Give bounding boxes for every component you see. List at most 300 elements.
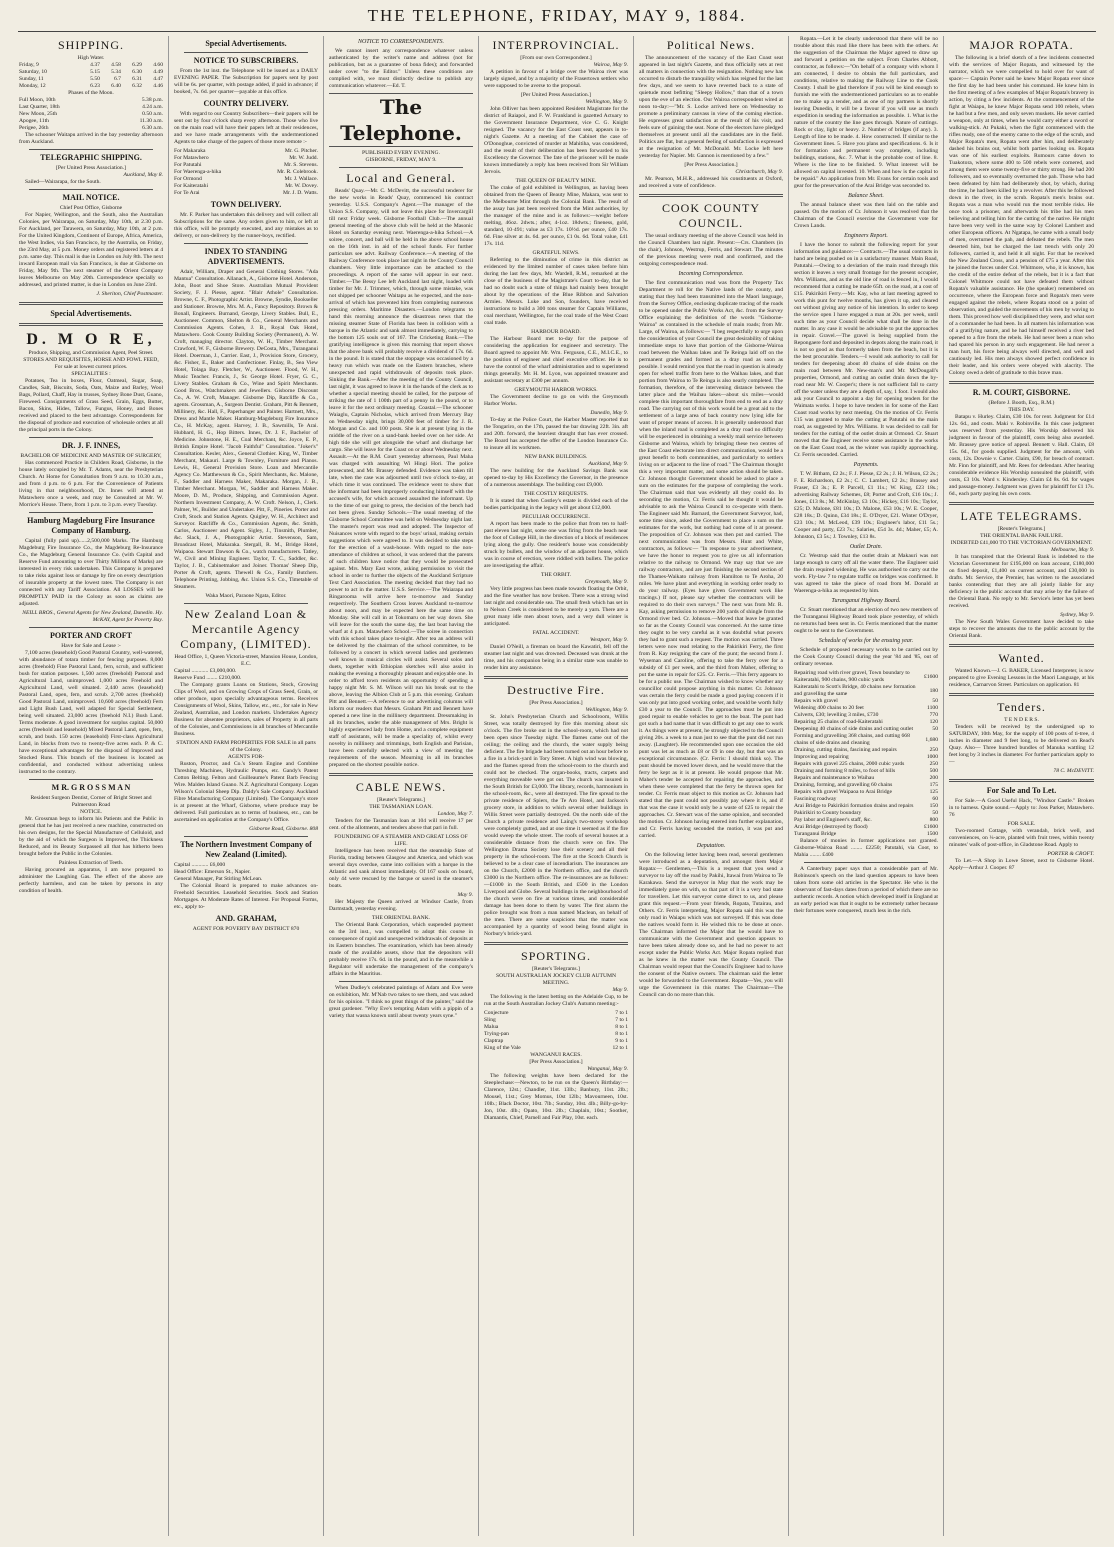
costly-heading: THE COSTLY REQUESTS. [523,491,589,497]
table-cell: 4.60 [153,62,163,68]
table-cell: King of the Vale [484,1045,521,1051]
painless-body: Having procured an apparatus, I am now prepared to administer the Laughing Gas. The effect of the above are perfectly harmless, and can be taken by persons in any condition of health. [19,867,163,894]
table-row [794,726,938,733]
moon-phases-table [19,97,163,132]
table-cell: Friday, 9 [19,62,39,68]
orbit-place: Greymouth, May 9. [584,579,628,585]
balance-heading: Balance Sheet. [848,193,884,199]
country-delivery-heading: COUNTRY DELIVERY. [203,99,289,108]
political-heading: Political News. [666,38,756,52]
deputation-body: On the following letter having been read, several gentlemen were introduced as a deputation, and amongst them Major Ropata:— Gentlemen,—This is a request that you send a surveyor to lay off the road by Pakihi, Itawai from Wairoa to Te Karakawa. Send the surveyor in May that the work may be immediately gone on with, so that part of it is a very bad state for travellers. Let this surveyor come direct to us, and please grant this request.—From your friends, Ropata, Tutairau, and Others. Cr. Ferris interpreting, Major Ropata said this was the only road in Waiapu which was not surveyed. If this was done the natives would form it. He wished this to be done at once. The Chairman informed the Major that he would have to communicate with the Government and question appears to have been taken already done so, and he had no power to act except under the Public Works Act. Major Ropata replied that as he knew in the matter was the County Council. The Chairman would repeat that the Council's Engineer had to have the consent of the Native owners. The chairman said the letter would be forwarded to the Government. Ropata—Yes, you will urge the Government in this matter. The Chairman—The Council can do no more than this. [639,852,783,998]
oriental-body: The Oriental Bank Corporation, which suspended payment on the 3rd inst., was compelled to adopt this course in consequence of rapid and unexpected withdrawals of deposits at its Eastern branches. The examination, which has been already made of the available assets, show that the depositors will probably receive 17s. 6d. in the pound, and in the meanwhile a Regulator will undertake the management of the company's affairs in the Mauritius. [329,922,473,977]
table-cell: 6.23 [90,83,100,89]
rm-court-body: Batapu v. Hurley. Claim, £30 10s. for rent. Judgment for £14 12s. 6d., and costs. Maki v. Robinville. In this case judgment was reserved from yesterday. His Worship delivered his judgment in favour of the plaintiff, costs being also awarded. Mr. Brassey gave notice of appeal. Bennett v. Hall. Claim, £8 15s. 6d., for goods supplied. Judgment for the amount, with costs, 12s. Downie v. Carter. Claim, £90, for breach of contract. Mr. Finn for plaintiff, and Mr. Rees for defendant. After hearing considerable evidence His Worship nonsuited the plaintiff, with costs, £3 10s. Ward v. Kindersley. Claim £4 8s. 6d. for wages and passage-money. Judgment was given for plaintiff for £1 17s. 6d., each party paying his own costs. [949,414,1094,497]
table-row [794,705,938,712]
table-row [19,83,163,90]
table-cell: Turanganui Bridge [794,831,837,837]
sale-body-3: To Let.—A Shop in Lowe Street, next to Gisborne Hotel. Apply—Arthur J. Cooper. 87 [949,858,1094,871]
table-row [794,817,938,824]
wanganui-place: Wanganui, May 9. [587,1066,628,1072]
northern-capital: Capital ............ £6,000 [174,862,226,868]
special-ads-heading-2: Special Advertisements. [205,39,287,48]
table-cell: Repairing 25 chains of road-Kaiteratahi [794,719,883,725]
table-row [174,148,318,155]
table-cell: 60 [932,796,938,802]
northern-head-office: Head Office: Emerson St., Napier. [174,869,251,875]
table-cell: Widening 400 chains to 20 feet [794,705,864,711]
mail-body: For Napier, Wellington, and the South, also the Australian Colonies, per Wairarapa, on Saturday, May 10th, at 2.30 p.m. For Auckland, per Tarawera, on Saturday, May 10th, at 2 p.m. For the United Kingdom, Continent of Europe, Africa, America, the West Indies, via San Francisco, by the Australia, on Friday, the 23rd May, at 5 p.m. Money orders and registered letters at 4 p.m. same day. This mail is due in London on July 8th. The next inward European mail via San Francisco, is due at Gisborne on Friday, May 9th. The next steamer of the Orient Company leaves Melbourne on May 20th. Correspondence specially so addressed, and printed matter, is due in London on June 23rd. [19,212,163,288]
table-row [794,761,938,768]
majesty-body: Her Majesty the Queen arrived at Windsor Castle, from Darmstadt, yesterday evening. [329,899,473,912]
specialities-heading: SPECIALITIES : [71,371,111,377]
table-cell: Mr. W. Dovey. [285,183,318,189]
dunedin-body: To-day at the Police Court, the Harbor Master reported that the Tongariro, on the 17th, passed the bar drawing 22ft. 3in. aft and 20ft. forward, the heaviest draught that has ever crossed. The Board has accepted the offer of the London Insurance Co. to insure all its workmen. [484,417,628,451]
political-body: The announcement of the vacancy of the East Coast seat appeared in last night's Gazette, and thus officially sets at rest all matters in connection with the resignation. Nothing new has occurred to disturb the tranquility which has reigned for the last few days, and we seem to have reverted back to a state of quietude most befitting "Sleepy Hollow," than that of a town upon the eve of an election. Our Wairoa correspondent wired at noon to-day:—"Mr. S. Locke arrived here on Wednesday to promote a preliminary canvass in view of the coming election. He expresses great satisfaction at the result of his visit, and feels sure of gaining the seat. None of the electors have pledged themselves at present until all the candidates are in the field. Politics are flat, but a general feeling of satisfaction is expressed at the resignation of Mr. McDonald. Mr. Locke left here yesterday for Napier. Mr. Gannon is mentioned by a few." [639,55,783,159]
table-cell: For Ormond [174,176,202,182]
late-indebted: INDEBTED £41,000 TO THE VICTORIAN GOVERNMENT. [950,540,1093,546]
table-cell: For Matawhero [174,155,209,161]
table-cell: Draining, cutting drains, fascining and repairs [794,747,897,753]
tenders-heading: Tenders. [997,700,1046,714]
table-cell: 200 [929,775,938,781]
cook-county-body: The usual ordinary meeting of the above Council was held in the Council Chambers last night. Present:—Crs. Chambers (in the chair), Johnson, Westrup, Ferris, and Stewart. The minutes of the previous meeting were read and confirmed, and the outgoing correspondence read. [639,233,783,267]
newspaper-columns [14,36,1102,1536]
incoming-heading: Incoming Correspondence. [678,271,744,277]
table-cell: Full Moon, 10th [19,97,56,103]
late-oriental: THE ORIENTAL BANK FAILURE. [980,533,1063,539]
high-water-label: High Water. [77,55,105,61]
turanganui-body: Cr. Stuart mentioned that an election of two new members of the Turanganui Highway Board took place yesterday, of which no returns had been sent in. Cr. Ferris mentioned that the matter ought to be sent to the Government. [794,607,938,634]
incoming-body: The first communication read was from the Property Tax Department re roll for the Native lands of the county, and stating that they had been transmitted into the Maori language, from the Survey Office, enclosing duplicate tracing of the roads to be opened under the Public Works Act, &c. from the Survey Office explaining the definition of the words "Gisborne-Wairoa" as contained in the schedule of main roads; from Mr. Large, of Wairoa, as follows:— "I beg respectfully to urge upon the consideration of your Council the great desirability of taking immediate steps to have that portion of the Gisborne-Wairoa road between the Waihau lakes and Te Reinga laid off on the permanent grades and formed as a dray road as soon as possible. I would remind you that the road in question is already open for wheel traffic from here to the Waihau lakes, and that portion from Wairoa to Te Reinga is also nearly completed. The formation, therefore, of the intervening distance between the latter place and the Waihau lakes—about six miles—would complete this important thoroughfare from end to end as a dray road. The carrying out of this work would be a great aid to the settlement of a large area of back country now lying idle for want of proper means of access. It is generally understood that when the inland road is completed as a dray road no difficulty will be experienced in obtaining a weekly mail service between Gisborne and Wairoa, which by bringing these two centres of the East Coast electorate into direct communication, would be a great benefit to both communities, and particularly to settlers living on or adjacent to the line of road." The Chairman thought this a very important matter, and some action should be taken. Cr. Johnson thought Government should be asked to place a sum on the estimates for the purpose of completing the work. The Chairman said that was evidently all they could do. In seconding the motion, Cr. Ferris said he thought it would be advisable to ask the Wairoa Council to co-operate with them. The Engineer said Mr. Barnard, the Government Surveyor, had, some time since, asked the Government to place a sum on the estimates for the work, but nothing had come of it at present. The proposition of Cr. Johnson was then put and carried. The next communication was from Messrs. Hunt and White, contractors, as follows:— "In response to your advertisement, we have the honor to request you to give us all information relative to the railway to Ormond. We may say that we are railway contractors, and are just finishing the second section of the Thames-Waikato railway from Hamilton to Te Aroha, 20 miles. We have plant and everything in working order ready to do your railway. (Eyes have given Government work like tracings.) If not, please say whether the contractors will be required to do their own surveys." The next was from Mr. R. Kay, asking permission to remove 200 yards of shingle from the Ormond river bed. Cr. Johnson.—Moved that leave be granted so far as the County Council was concerned. At the same time they ought to be very careful as it was doubtful what powers they had to grant such a request. The motion was carried. Three letters were now read relating to the Pakirikiri Ferry, the first from R. Kay resigning the care of the punt; the second from J. Wyseman and Caroline, offering to take the ferry over for a subsidy of £1 per week, and the third from Maher, offering to put the same in repair for £25. Cr. Ferris.—This ferry appears to be for a public use. The Chairman wished to know whether any councillor could propose anything in this matter. Cr. Johnson was certain the ferry could be made a good paying concern if it was only put into good working order, and would be worth fully £30 a year to the Council. The approaches must be put into good repair to enable vehicles to get to the boat. The punt had got such a bad name that it was difficult to get any one to work it. As things were at present, he strongly objected to the Council giving 20s. a week to a man just to see that the punt did not run away. (Laughter). He recommended upon one occasion the old punt was let as much as £8 or £9 in one day, but that was an exceptional circumstance. (Cr. Ferris: I should think so). The punt should be moved lower down, and he would move that the ferry be kept as it is at present. He would propose that Mr. Maher's tender be accepted for repairing the approaches, and when these were completed that the ferry be thrown open for tender. Cr. Ferris must object to this motion as Cr. Johnson had stated that the punt could not possibly pay where it is, and if that was the case it would only be a waste of £25 to repair the approaches. Cr. Stewart was of the same opinion, and seconded the motion. Cr. Johnson having entered into further explanation, and Cr. Ferris having seconded the motion, it was put and carried. [639,280,784,839]
agents-for-body: Ruston, Proctor, and Co.'s Steam Engine and Combine Threshing Machines, Hydraulic Pumps, etc. Gandy's Patent Cotton Belting. Felton and Guilleaume's Patent Barb Fencing Wire. Malden Island Guano. N.Z. Agricultural Company. Logan Wilson's Colonial Sheep Dip. Daldy's Sale Company. Auckland Fibre Manufacturing Company (Limited). The Company's store is at present at the Wharf, Gisborne, where produce may be delivered. Full particulars as to terms of business, etc., can be ascertained on application at the Company's Office. [174,761,318,823]
innes-sub: BACHELOR OF MEDICINE AND MASTER OF SURGERY, [20,453,162,459]
interprovincial-own: [From our own Correspondent.] [520,55,592,61]
table-cell: 4.49 [153,69,163,75]
table-row [174,169,318,176]
table-cell: Mr. R. Colebrook. [277,169,318,175]
phases-heading: Phases of the Moon. [68,90,114,96]
special-ads-heading: Special Advertisements. [50,309,132,318]
column-7 [944,36,1099,1536]
local-general-body: Reads' Quay.—Mr. C. McDevitt, the successful tenderer for the new works in Reads' Quay, commenced his contract yesterday. U.S.S. Company's Agent.—The manager of the Union S.S. Company, will not leave this place for Invercargill till next Friday week. Gisborne Football Club.—The annual general meeting of the above club will be held at the Masonic Hotel on Saturday evening next. Waerenga-a-hika School.—A soiree, concert, and ball will be held in the above school house on the 16th inst. in aid of the school funds. For further particulars see advt. Railway Conference.—A meeting of the Railway Conference took place last night in the County Council chambers. Very little importance can be attached to the proceedings. A report of the same will appear in our next. Timber.—The Bessy Lee left Auckland last night, loaded with timber for Mr. J. Trimmer, which, through some mistake, was not shipped per schooner Waitapu as he expected, and the non-arrival of which has prevented him from completing numerous pressing orders. Maritime Disasters.—London telegrams to hand this morning announce the disastrous news that the missing steamer State of Florida has been in collision with a barque in the Atlantic and sank almost immediately, carrying to the bottom 125 souls out of 167. The Cricketing Bank.—The gratifying intelligence is given this morning that report shows that the above bank will probably receive a dividend of 17s. 6d. in the pound. It is stated that the stoppage was occasioned by a heavy run which was made on the Eastern branches, where unexpected and rapid withdrawals of deposits took place. Sinking the Bank.—After the meeting of the County Council, last night, it was agreed to leave it in the hands of the clerk as to whether a special meeting should be called, for the purpose of striking the rate of 1 100th part of a penny in the pound, or to leave it for the next ordinary meeting. Coastal.—The schooner Waiaglu, Captain Nicholas, which arrived from Mercury Bay on Wednesday night, brings 30,000 feet of timber for J. R. Morgan and Co. and 100 posts. She is at present lying in the middle of the river on a sand-bank heeled over on her side. At high tide she will get alongside the wharf and discharge her cargo. She will leave for the Coast on or about Wednesday next. Assault.—At the R.M. Court yesterday afternoon, Paul Maha was charged with assaulting Wi Hingi Hori. The police prosecuted, and Mr. Brassey defended. Evidence was taken till late, when the case was adjourned until two o'clock to-day, at which time it was continued. The evidence went to show that the informant had been improperly conducting himself with the accused's wife, for which accused assaulted the informant. Up to the time of our going to press, the decision of the bench had not been given. Sunday Schools.—The usual meeting of the Gisborne School Committee was held on Wednesday night last. The master's report was read and adopted. The Inspector of Nuisances wrote with regard to the boys' urinal, making certain suggestions which were agreed to. It was decided to take steps for the erection of a wash-house. With regard to the non-attendance of children at school, it was ordered that the parents of such children have notice that they would be prosecuted against. Mrs. Mary East wrote, asking permission to visit the school in order to further the objects of the Auckland Scripture Text Card Association. The meeting decided that they had no power to act in the matter. U.S.S. Service.—The Waiarapa and Ringarooma will arrive here to-morrow and Sunday respectively. The Southern Cross leaves Auckland to-morrow about noon, and may be expected here the same time on Monday. She will call in at Tokomaru on her way down. She will leave for the south the same day, the last boat having the wharf at 4 p.m. Matawhero School.—The soiree in connection with this school takes place to-night. After tea an address will be delivered by the chairman of the school committee, to be followed by a concert in which several ladies and gentlemen well known in musical circles will assist. Several solos and duets, together with Ethiopian sketches will also assist in making the evening a thoroughly pleasant and enjoyable one. In order to afford town residents an opportunity of spending a happy night Mr. S. M. Wilson will run his break out to the above, leaving the Albion Club at 5 p.m. this evening. Graham Pitt and Bennett.—A reference to our advertising columns will inform our readers that Messrs. Graham Pitt and Bennett have opened a new line in the millinery department. Dressmaking in all its branches, under the able management of Mrs. Bright is highly experienced lady from Home, and a complete equipment staff of assistants, will be made a speciality of, whilst every novelty in millinery and trimmings, both English and Parisian, have been carefully selected with a view of meeting the requirements of the season. Mourning in all its branches prepared on the shortest possible notice. [329,188,473,768]
late-place: Melbourne, May 9. [1051,547,1094,553]
mail-sub: Chief Post Office, Gisborne [59,205,123,211]
northern-heading: The Northern Investment Company of New Zealand (Limited). [180,840,312,859]
table-cell: Conjecture [484,1010,509,1016]
table-row [19,104,163,111]
table-cell: Mr. S. Stevens. [283,162,318,168]
dmore-sale: For sale at lowest current prices. [54,364,128,370]
for-sale-heading: For Sale and To Let. [986,786,1057,795]
table-cell: 6.30 [132,69,142,75]
for-sale-sub: FOR SALE. [1007,821,1036,827]
sa-place: May 9. [612,987,628,993]
schedule-body: Schedule of proposed necessary works to be carried out by the Cook County Council during the year '84 and '85, out of ordinary revenue. [794,647,938,667]
table-cell: 180 [929,687,938,694]
orbit-body: Very little progress has been made towards floating the Orbit, and the fine weather has now broken. There was a strong wind last night and considerable sea. The small fresh which has set in to Nelson Creek is considered to be merely a yarn. There are a great many idle men about town, and a very dull winter is anticipated. [484,586,628,627]
masthead-rule [18,31,1096,32]
wairoa-body: A petition in favour of a bridge over the Wairoa river was largely signed, and by a majority of the Frasertown settlers who were supposed to be averse to the proposal. [484,69,628,89]
table-row [174,155,318,162]
dmore-stores: STORES AND REQUISITES, HORSE AND FOWL FEED, [23,357,159,363]
nzloan-capital: Capital ............ £3,000,000. [174,668,237,674]
table-row [174,183,318,190]
dunedin-place: Dunedin, May 9. [590,410,628,416]
hamburg-heading: Hamburg Magdeburg Fire Insurance Company of Hamburg. [27,516,155,535]
table-cell: 4.46 [153,83,163,89]
table-cell: Last Quarter, 18th [19,104,60,110]
station-heading: STATION AND FARM PROPERTIES FOR SALE in all parts of the Colony. [176,740,316,753]
grossman-heading: M R. G R O S S M A N [51,783,131,792]
greymouth-heading: GREYMOUTH HARBOR WORKS. [514,387,598,393]
outlet-body: Cr. Westrup said that the outlet drain at Makauri was not large enough to carry off all the water there. The Engineer said the drain required widening. He was authorised to carry out the work. Fly-law 7 to regulate traffic on bridges was confirmed. It was agreed to take the piece of road from M. Donald at Waerenga-a-hika as requested by him. [794,553,938,594]
turanganui-heading: Turanganui Highway Board. [831,598,901,604]
local-general-heading: Local and General. [346,171,456,185]
table-cell: 5.34 [111,69,121,75]
table-row [174,162,318,169]
tasmanian-body: Tenders for the Tasmanian loan at 104 will receive 17 per cent. of the allotments, and tenders above that pari in full. [329,818,473,831]
index-body: Adair, William, Draper and General Clothing Stores. "Ada Mantua" Consultation. Allanach, A., Gisborne Hotel. Anderson, John, Boot and Shoe Store. Australian Mutual Provident Society, F. J. Piesse, agent. "Blair Athole" Consultation. Browne, C. F., Photographic Artist. Browne, Syndie, Bookseller and Stationer. Browne, Mrs. M. A., Fancy Repository. Brown & Bonall, Engineers. Burnand, George, Livery Stables. Bull, E., Auctioneer. Common, Shelton & Co., General Merchants and Commission Agents. Cohen, J. B., Royal Oak Hotel, Matawhero. Cook County Building Society (Permanent), A. W. Croft, managing director. Clayton, W. H., Timber Merchant. Crawford, W. F., Gisborne Brewery. DeCosta, Mrs., Turanganui Hotel. Doerman, J., Carrier. East, J., Provision Store, Grocery, &c. Fisher, E., Baker and Confectioner. Finlay, B., Sea View Hotel, Tolaga Bay. Fletcher, W., Auctioneer. Flood, W. H., Music Teacher. Francis, J., Sr. George Hotel. Fryer, G. C., Livery Stables. Graham & Co., Wine and Spirit Merchants. Good Bros., Watchmakers and Jewellers. Gisborne Discount Co., A. W. Croft, Manager. Gisborne Dip, Ratcliffe & Co., agents. Grossman, A., Surgeon Dentist. Graham, Pitt & Bennett, Millinery, &c. Hall, F., Paperhanger and Painter. Hartnett, Mrs., Dress and Mantle Maker. Hamburg-Magdeburg Fire Insurance Co., H. McKay, agent. Harvey, J. B., Sawmills, Te Arai. Hubbard, H. G., Hop Bitters. Innes, Dr. J. F., Bachelor of Medicine. Johnstone, H. E., Coal Merchant, &c. Joyce, E. P., British Empire Hotel. "Jacob Faithful" Consultation. "Joker's" Consultation. Kesler, Alex., General Clothier. King, W., Timber Merchant, Makauri. Large & Townley, Furniture and Pianos. Lewis, H., General Provision Store. Loan and Mercantile Agency Co. Matthewson & Co., Spirit Merchants, &c. Malone, F., Saddler and Harness Maker, Makaraka. Morgan, J. B., Timber Merchant. Morgan, W., Saddler and Harness Maker. Moore, D. M., Produce, Shipping, and Commission Agent. Northern Investment Company, A. W. Croft. Nelson, J., Clerk. Palmer, W., Builder and Undertaker. Pitt, F., Pineries. Porter and Croft, Stock and Station Agents. Quigley, W. H., Architect and Surveyor. Ratcliffe & Co., Commission Agents, &c. Smith, Carlos, Auctioneer and Agent. Sigley, J., Tinsmith, Plumber, &c. Slack, J. A., Photographic Artist. Stevenson, Sam, Broadcast Hotel, Makaraka. Stergall, R. M., Bridge Hotel, Waipaoa. Stewart Dawson & Co., watch manufacturers. Tatley, W., Civil and Mining Engineer. Taylor, T. C., Saddler, &c. Taylor, J. B., Cabinetmaker and Joiner. Thomas' Sheep Dip, Porter & Croft, agents. Thewell & Co., Family Butchers. Telephone Printing, Jobbing, &c. Union S.S. Co., Timetable of Steamers. [174,269,318,590]
fatal-heading: FATAL ACCIDENT. [532,630,580,636]
table-cell: 120 [929,719,938,725]
column-6 [789,36,944,1536]
notice-subscribers-heading: NOTICE TO SUBSCRIBERS. [193,56,299,65]
table-cell: Draining and forming 8 miles, to foot of hills [794,768,896,774]
table-row [19,125,163,132]
tenders-signature: 78 C. McDEVITT. [1053,768,1094,774]
table-row [174,176,318,183]
correspondents-heading: NOTICE TO CORRESPONDENTS. [357,39,445,45]
table-cell: 4.37 [90,62,100,68]
destructive-place: Wellington, May 9. [585,707,628,713]
table-row [794,824,938,831]
wanganui-heading: WANGANUI RACES. [530,1052,582,1058]
sale-body-1: For Sale.—A Good Useful Hack, "Windsor Castle." Broken in to harness. Quite sound.—Apply to: Joss Parker, Matawhero. 76 [949,798,1094,818]
wanted-body: Wanted Known.—J. G. BAKER, Licensed Interpreter, is now prepared to give Evening Lessons in the Maori Language, at his residence, Carnarvon Street. Particulars on application. 81 [949,668,1094,688]
telegraphic-heading: TELEGRAPHIC SHIPPING. [40,153,142,162]
sale-body-2: Two-roomed Cottage, with verandah, brick well, and conveniences, on ¼-acre, planted with fruit trees, within twenty minutes' walk of post-office, in Gladstone Road. Apply to [949,828,1094,848]
table-row [19,62,163,69]
table-cell: Monday, 12 [19,83,46,89]
table-cell: 8 to 1 [615,1031,628,1037]
table-cell: Fascining roadway [794,796,837,802]
specialities-body: Potatoes, Tea in boxes, Flour, Oatmeal, Sugar, Soap, Candles, Salt, Biscuits, Soda, Oats, Maize and Barley, Wool Bags, Pollard, Chaff, Hay in trusses, Sydney Bone Dust, Guano, Fireweed. Consignments of Grass Seed, Grain, Eggs, Butter, Bacon, Skins, Hides, Tallow, Fungus, Honey, and Bones received and placed to the best advantage. Correspondents for the disposal of produce and execution of wholesale orders at all the principal ports in the Colony. [19,378,163,433]
table-row [794,782,938,789]
late-telegrams-heading: LATE TELEGRAMS. [960,509,1083,523]
waka-maori: Waka Maori, Paraone Ngata, Editor. [205,593,287,599]
table-cell: 5.15 [90,69,100,75]
table-row [794,796,938,803]
notice-subscribers-body: From the 1st inst. the Telephone will be issued as a DAILY EVENING PAPER. The Subscription for papers sent by post will be 6s. per quarter, with postage added, if paid in advance; if booked, 7s. 6d. per quarter—payable at this office. [174,68,318,95]
grateful-heading: GRATEFUL NEWS. [532,250,580,256]
may9-place: May 9. [457,892,473,898]
nzloan-head-office: Head Office, 1, Queen Victoria-street, Mansion House, London, E.C. [174,654,318,667]
hamburg-body: Capital (fully paid up)......2,500,000 Marks. The Hamburg Magdeburg Fire Insurance Co., the Magdeburg Re-Insurance Co., the Magdeburg General Insurance Co. (with Capital and Reserve Fund amounting to over Thirty Millions of Marks) are interested in every risk undertaken. This Company is prepared to take risks against loss or damage by fire on every description of insurable property at the lowest rates. The Company is not connected with any Tariff Association. All LOSSES will be PROMPTLY PAID in the Colony as soon as claims are adjusted. [19,538,163,607]
town-delivery-heading: TOWN DELIVERY. [210,200,282,209]
payments-heading: Payments. [853,462,879,468]
political-place: Christchurch, May 9. [735,169,783,175]
tasmanian-heading: THE TASMANIAN LOAN. [369,804,433,810]
table-cell: Culverts, £30; levelling 3 miles, £730 [794,712,879,718]
tenders-body: Tenders will be received by the undersigned up to SATURDAY, 10th May, for the supply of 100 posts of ti-tree, 4 inches in diameter and 9 feet long, to be delivered on Read's Quay. Also— Three hundred bundles of Manuka wattling 12 feet long by 3 inches in diameter. For further particulars apply to— [949,724,1094,765]
table-cell: Perigee, 26th [19,125,49,131]
council-continued-body: Ropata.—Let it be clearly understood that there will be no trouble about this road like there has been with the others. At the suggestion of the Chairman the Major agreed to draw up and forward a petition on the subject. From Charles Abbott, contractor, as follows:—"On behalf of a company with whom I am connected, I desire to obtain the full particulars, and conditions, relative to making the Railway Line to the Cook County. I shall be glad therefore if you will be kind enough to furnish me with the undermentioned particulars so as to enable me to make up a tender, and as one of my partners is shortly leaving Dunedin, it will be a favour if you will use as much expedition in sending the information as possible. 1. What is the nature of the country the line goes through. Nature of cuttings. Rock or clay, light or heavy. 2. Number of bridges (if any). 3. Length of line to be made. 4. How constructed. If similar to the Government lines. 5. Have you plans and specifications. 6. Is it for formation and permanent way complete, including buildings, stations, &c. 7. What is the probable cost of line. 8. Where is the line to be finished. 9. What interest will be allowed on capital invested. 10. When and how is the capital to be repaid." An application from Mr. Evans for certain tools and gear for the preservation of the Arai Bridge was seconded to. [794,36,938,189]
outlet-heading: Outlet Drain. [849,544,883,550]
table-cell: 6.31 [132,76,142,82]
table-cell: Saturday, 10 [19,69,47,75]
this-day: THIS DAY. [1008,407,1035,413]
destructive-fire-heading: Destructive Fire. [507,683,605,697]
column-2 [169,36,324,1536]
table-cell: Repairs with gravel [794,698,838,704]
telegraphic-place: Auckland, May 8. [123,172,163,178]
table-row [484,1031,628,1038]
political-assoc: [Per Press Association.] [684,162,738,168]
column-4 [479,36,634,1536]
engineer-heading: Engineers Report. [844,233,888,239]
and-graham: AND. GRAHAM, [215,914,277,923]
payments-body: T. W. Bitham, £2 2s.; F. J. Piesse, £2 2s.; J. H. Wilson, £2 2s.; F. E. Richardson, £2 2s.; C. C. Lambert, £2 2s.; Brassey and Fraser, £3 3s.; E. P. Parcell, £1 11s.; W. King, £23 18s.; advertising Railway Schemes, £8; Porter and Croft, £16 10s.; J. Jones, £13 8s.; M. McKinlay, £3 10s.; Hickey, £16 10s.; Taylor, £25; D. Malone, £81 10s.; D. Malone, £53 10s.; W. E. Cooper, £28 18s.; D. Quinn, £34 18s.; E. O'Dryer, £21. Winter O'Dryer, £23 10s.; M. McLeod, £39 10s.; Engineer's labor, £11 5s.; Cooper and party, £23 7s.; Salaries, £54 3s. 4d.; Maher, £5; A. Johnston, £3 5s.; J. Townley, £13 8s. [794,471,938,540]
painless-heading: Painless Extraction of Teeth. [58,860,124,866]
sporting-heading: SPORTING. [521,949,591,963]
table-row [794,747,938,754]
table-cell: Repairs and maintenance to Waihau [794,775,875,781]
late-assoc: [Reuter's Telegrams.] [997,526,1046,532]
table-cell: Pakirikiri to County boundary [794,810,862,816]
nzloan-body: The Company grants Loans on Stations, Stock, Growing Clips of Wool, and on Growing Crops of Grass Seed, Grain, or other produce, upon specially advantageous terms. Receives Consignments of Wool, Skins, Tallow, etc., etc., for sale in New Zealand, Australian, and London markets. Undertakes Agency Business for absentee proprietors, sales of Property in all parts of the Colonies, and Commissions in all branches of Mercantile Business. [174,682,318,737]
table-cell: 7 to 1 [615,1017,628,1023]
porter-croft-sub: Have for Sale and Lease :- [61,643,121,649]
table-row [794,810,938,817]
table-cell: Mr. J. Wallace. [284,176,318,182]
wairoa-place: Wairoa, May 9. [593,62,628,68]
newbank-heading: NEW BANK BUILDINGS. [524,454,588,460]
sporting-assoc: [Reuter's Telegrams.] [532,966,580,972]
porter-croft-body: 7,100 acres (leasehold) Good Pastoral Country, well-watered, with abundance of totara timber for fencing purposes. 8,000 acres (freehold) Fine Pastoral Land, fern, scrub, and sufficient bush for station purposes. 1,500 acres (freehold) Pastoral and Agricultural Land, unimproved. 1,000 acres Freehold and Agricultural Land, well situated. 2,440 acres (leasehold) Pastoral Land, open, fern, and scrub. 2,700 acres (freehold) Good Pastoral Land, unimproved. 10,600 acres (freehold) Fern and Light Bush Land, well adapted for Special Settlement, being well situated. 23,000 acres (freehold N.I.) Bush Land. Terms moderate. A good investment for surplus capital. 50,000 acres (freehold and leasehold) Mixed Pastoral Land, open, fern, scrub, and bush. 150 acres (leasehold) First-class Agricultural Land, in blocks from two to twenty-five acres each. P. & C. have exceptional advantages for the disposal of Improved and Stocked Runs. This branch of the business is located as confidential, and conducted without advertising unless instructed to the contrary. [19,650,163,775]
table-row [794,719,938,726]
sale-signature: PORTER & CROFT. [1047,851,1094,857]
orbit-heading: THE ORBIT. [540,572,572,578]
destructive-body: St. John's Presbyterian Church and Schoolroom, Willis Street, was totally destroyed by fire this morning about six o'clock. The fire broke out in the school-room, which had not been open since Tuesday night. The flames came out of the ceiling; the ceiling and the church, the water supply being deficient. The fire brigade had been turned out an hour before to a fire in a brick-yard in Tory Street. A high wind was blowing, and the flames spread from the school-room to the church and could not be checked. The organ-books, tracts, carpets and everything moveable were got out. The church was insured in the South British for £3,000. The library, records, harmonium in the school-room, &c., were all destroyed. The fire spread to the private residence of Spiers, the Te Aro Hotel, and Jackson's grocery store, in addition to which several other buildings in Willis Street were partially destroyed. On the north side of the Church a private residence and Laing's two-storey workshop were completely gutted, and at one time it seemed as if the fire would sweep the whole street. The roofs of several houses at a considerable distance from the church were on fire. The Wellington Drama Society lose their scenery and all their property in the school-room. The fire at the Scotch Church is believed to be a clear case of incendiarism. The insurances are on the Church, £2000 in the Northern office, and the church £3000 in the Northern office. The re-insurances are as follows:—£1000 in the South British, and £500 in the London Liverpool and Globe. Several buildings in the neighbourhood of the church were on fire at various times, and considerable damage has been done to them by water. The first alarm the police brought was from a man named Maclean, on behalf of the men. There are some suspicions that the matter was accompanied by a quantity of wood being found alight in Norbury's brick-yard. [484,714,628,937]
rm-court-sub: (Before J. Booth, Esq., R.M.) [988,400,1055,406]
northern-manager: General Manager, Pat Stirling McLean. [174,876,263,882]
table-cell: 6.30 a.m. [142,125,163,131]
cable-news-heading: CABLE NEWS. [355,780,447,794]
table-cell: Kaiteratahi to Scott's Bridge, 40 chains new formation and gravelling the same [794,684,916,697]
table-row [794,789,938,796]
table-cell: For Makaraka [174,148,206,154]
table-cell: Arai Bridge (destroyed by flood) [794,824,868,830]
table-row [794,712,938,719]
hamburg-signature: NEILL BROS., General Agents for New Zealand, Dunedin. Hy. McKAY, Agent for Poverty Bay. [22,610,163,623]
fatal-body: Daniel O'Neill, a fireman on board the Kawatiri, fell off the steamer last night and was drowned. Deceased was drunk at the time, and his companion being in a similar state was unable to render him any assistance. [484,644,628,671]
late-body: It has transpired that the Oriental Bank is indebted to the Victorian Government for £195,000 on loan account, £180,000 on fixed deposit, £1,400 on current account, and £30,000 in drafts. Mr. Service, the Premier, has written to the associated banks contending that they are all jointly liable for any deficiency in the public account that may arise by the failure of the Oriental Bank. No reply to Mr. Service's letter has yet been received. [949,554,1094,609]
grateful-body: Referring to the diminution of crime in this district as evidenced by the limited number of cases taken before him during the last few days, Mr. Wardell, R.M., remarked at the close of the business of the Magistrate's Court to-day, that he had no doubt such a state of things had mainly been brought about by the operations of the Blue Ribbon and Salvation Armies. Messrs. Luke and Son, founders, have received instructions to build a 300 tons steamer for Captain Williams, coal merchant, Wellington, for the coal trade of the West Coast coal trade. [484,257,628,326]
table-cell: New Moon, 25th [19,111,58,117]
tasmanian-place: London, May 7. [437,811,473,817]
dmore-heading: D. M O R E, [26,331,156,348]
dudley-anecdote: When Dudley's celebrated paintings of Adam and Eve were on exhibition, Mr. M'Nab two takes to see them, and was asked for his opinion. "I think no great things of the painter," said the great gardener. "Why Eve's tempting Adam with a pippin of a variety that wasna known until about twenty years syne." [329,985,473,1019]
table-row [794,775,938,782]
beauty-body: The crake of gold exhibited in Wellington, as having been obtained from the Queen of Beauty Mine, Makara, was sent to the Melbourne Mint through the Colonial Bank. The result of the assay has just been received from the Mint authorities, by the manager of the mine and is as follows:—weight before melting, 46oz. 2dwts.; after, 4-1oz. 18dwts.; fineness, gold, standard, 10·491; value as £3 17s. 10½d. per ounce, £40 17s. 6d. Fine silver at 4s. 6d. per ounce, £1 0s. 6d. Total value, £41 17s. 11d. [484,185,628,247]
dmore-sub: Produce, Shipping, and Commission Agent, Peel Street. [28,350,154,356]
table-row [794,831,938,838]
costly-body: It is stated that when Costley's estate is divided each of the bodies participating in the legacy will get about £12,000. [484,498,628,511]
published-line: PUBLISHED EVERY EVENING. [362,150,440,156]
table-row [794,684,938,698]
engineer-body: I have the honor to submit the following report for your information and guidance:— Contracts.—The usual contracts in hand are being pushed on in a satisfactory manner. Main Road, Patutahi.—Owing to a deviation of the main road through this section it leaves a very small frontage for the present occupier, Mrs. Williams, and as the old line of road is fenced in, I would recommend that a cutting be made 65ft. on the road, at a cost of £15. Pakirikiri Ferry.—Mr. Kay, who at last meeting agreed to work this punt for twelve months, has given it up, and cleared out without giving any notice of his intention. In order to keep the service open I have engaged a man at 20s. per week, until such time as your Council decide what shall be done in the matter. In any case it would be advisable to put the approaches in repair. Gravel.—The gravel is being supplied from the Repongaere ford and deposited in depots along the main road, it is not so good as that formerly taken from the beach, but it is the best procurable. Tenders.—I would ask authority to call for tenders for deepening about 40 chains of side drains on the main road between Mr. New-man's and Mr. McDougall's properties, Ormond, and cutting an outlet drain down the by-road near Mr. W. Cooper's; there is not sufficient fall to carry off the water unless they are a depth of, say, 1 foot. I would also ask your Council to appoint a day for opening tenders for the Waimata works. I hope to have tenders in for some of the East Coast road works by next meeting. On the motion of Cr. Ferris £15 was granted to make the cutting at Patutahi on the main road, as suggested by Mrs. Williams. It was decided to call for tenders for the cutting of the outlet drain at Ormond. Cr. Stuart moved that the Engineer receive some assistance in the works on the East Coast road, as the winter was rapidly approaching. Cr. Ferris seconded. Carried. [794,242,938,458]
table-cell: Repairing road with river gravel, Town boundary to Kaiteratahi, 900 chains, 900 cubic yards [794,670,910,683]
telephone-logo: The Telephone. [329,93,473,147]
nzloan-heading: New Zealand Loan & Mercantile Agency Company, (LIMITED). [180,607,312,651]
table-cell: 4.47 [153,76,163,82]
table-cell: Claptrap [484,1038,504,1044]
peculiar-body: A report has been made to the police that from ten to half-past eleven last night, some one was firing from the beach near the foot of College Hill, in the direction of a block of residences lying along the gully. One resident's house was considerably struck by bullets, and the window of an adjacent house, which was in course of erection, were riddled with bullets. The police are investigating the affair. [484,521,628,569]
table-cell: 250 [929,747,938,753]
table-cell: 1100 [927,705,938,711]
harbour-body: The Harbour Board met to-day for the purpose of considering the application for engineer and secretary. The Board agreed to appoint Mr. Wm. Ferguson, C.E., M.I.C.E., to the position of engineer and chief executive officer. He is to have the control of the wharf administration and to superintend things generally. Mr. H. M. Lyon, was appointed treasurer and assistant secretary at £300 per annum. [484,336,628,384]
political-body-2: Mr. Pearson, M.H.R., addressed his constituents at Oxford, and received a vote of confidence. [639,176,783,189]
destructive-assoc: [Per Press Association.] [529,700,583,706]
table-row [19,69,163,76]
deputation-heading: Deputation. [696,843,726,849]
table-cell: 5.38 p.m. [141,97,163,103]
table-cell: 1,680 [925,736,938,743]
table-cell: 8 to 1 [615,1024,628,1030]
schedule-note: Balance of monies in former applications not granted. Gisborne-Wairoa Road ........ £2250; Patutahi, via Coot, to Mahia ........ £400 [794,838,938,858]
northern-body: The Colonial Board is prepared to make advances on- Freehold Securities. Leasehold Securities. Stock and Station Mortgages. At Moderate Rates of Interest. For Proposal Forms, etc., apply to- [174,883,318,910]
wanganui-assoc: [Per Press Association.] [529,1059,583,1065]
grossman-body: Mr. Grossman begs to inform his Patients and the Public in general that he has just received a new machine, constructed on his own designs, for the Special Manufacture of Celluloid, and by the aid of which the Surgeon is Improved, the Thickness Reduced, and its Beauty Surpassed all that has hitherto been brought before the Public in the Colonies. [19,816,163,857]
table-cell: 50 [932,698,938,704]
grossman-notice: NOTICE. [80,809,102,815]
tide-table [19,62,163,90]
table-row [794,768,938,775]
table-cell: For Patutahi [174,162,202,168]
tenders-sub: T E N D E R S. [1004,717,1039,723]
table-row [794,698,938,705]
auckland-place: Auckland, May 9. [588,461,628,467]
table-cell: Sling [484,1017,496,1023]
table-cell: Forming and gravelling 368 chains, and cutting 668 chains of side drains and cleaning [794,733,910,746]
table-row [484,1038,628,1045]
nzloan-reserve: Reserve Fund ........ £210,000. [174,675,242,681]
country-agents-table [174,148,318,197]
table-cell: 6.29 [132,62,142,68]
innes-heading: DR. J. F. INNES, [61,441,121,450]
table-cell: Mr. G. Pitcher. [284,148,318,154]
table-cell: 6.7 [113,76,121,82]
newbank-body: The new building for the Auckland Savings Bank was opened to-day by His Excellency the Governor, in the presence of a numerous assemblage. The building cost £9,000. [484,468,628,488]
table-cell: 770 [929,712,938,718]
dateline: GISBORNE, FRIDAY, MAY 9. [365,157,437,163]
country-delivery-body: With regard to our Country Subscribers—their papers will be sent out by four o'clock sharp every afternoon. Those who live on the main road will have their papers left at their residences, and we have made arrangements with the undermentioned Agents to take charge of the papers of those more remote :- [174,111,318,145]
table-cell: 4.58 [111,62,121,68]
table-row [794,803,938,810]
masthead: THE TELEPHONE, FRIDAY, MAY 9, 1884. [367,6,747,25]
table-row [484,1024,628,1031]
cook-county-heading: COOK COUNTY COUNCIL. [662,201,760,230]
table-cell: Mr. J. D. Watts. [282,190,318,196]
table-cell: For Kaiteratahi [174,183,209,189]
greymouth-body: The Government decline to go on with the Greymouth Harbor Works. [484,394,628,407]
table-row [484,1045,628,1052]
table-cell: 125 [929,789,938,795]
table-cell: Sunday, 11 [19,76,44,82]
sa-body: The following is the latest betting on the Adelaide Cup, to be run at the South Australian Jockey Club's Autumn meeting:- [484,994,628,1007]
table-cell: 11.30 a.m. [139,118,163,124]
balance-body: The annual balance sheet was then laid on the table and passed. On the motion of Cr. Johnson it was resolved that the Chairman of the Council exercise the Government vote for Crown Lands. [794,202,938,229]
table-cell: For Waerenga-a-hika [174,169,222,175]
mail-heading: MAIL NOTICE. [62,193,120,202]
table-cell: Malua [484,1024,499,1030]
table-row [794,670,938,684]
harbour-heading: HARBOUR BOARD. [531,329,581,335]
table-row [794,733,938,747]
table-cell: 175 [929,782,938,788]
table-cell: 6.40 [111,83,121,89]
table-cell: 4.24 a.m. [142,104,163,110]
table-row [19,118,163,125]
sydney-body: The New South Wales Government have decided to take steps to recover the amounts due to the public account by the Oriental Bank. [949,619,1094,639]
foundering-heading: FOUNDERING OF A STEAMER AND GREAT LOSS OF LIFE. [334,834,468,847]
table-cell: Deepening 40 chains of side drains and cutting outlet [794,726,913,732]
table-cell: 1500 [926,831,938,837]
oriental-heading: THE ORIENTAL BANK. [371,915,431,921]
table-cell: Draining, forming, and gravelling 60 chains [794,782,893,788]
schooner-note: The schooner Waitapu arrived in the bay yesterday afternoon from Auckland. [19,132,163,145]
telegraphic-assoc: [Per United Press Association.] [56,165,126,171]
sa-jockey-heading: SOUTH AUSTRALIAN JOCKEY CLUB AUTUMN MEETING. [495,973,617,986]
table-row [174,190,318,197]
table-cell: Trying-pan [484,1031,509,1037]
interprovincial-heading: INTERPROVINCIAL. [492,38,620,52]
canterbury-note: A Canterbury paper says that a considerable part of Mr. Robinson's speech on the land question appears to have been taken from some old articles in the Spectator. He who is the observant of fast-days dates from a period of which there are no authentic records. A notion which developed itself in England at an early period was that it ought to be extremely rather because their fortunes were conquered, much less in the rich. [794,866,938,914]
table-cell: 12 to 1 [612,1045,628,1051]
table-cell: 50 [932,810,938,816]
foundering-body: Intelligence has been received that the steamship State of Florida, trading between Glasgow and America, and which was several days overdue, came into collision with a barque in the Atlantic and sank almost immediately. Of 167 souls on board, only 44 were rescued by the barque or saved in the steamer's boats. [329,848,473,889]
gisborne-road: Gisborne Road, Gisborne. 808 [249,826,318,832]
major-ropata-body: The following is a brief sketch of a few incidents connected with the services of Major Ropata, and witnessed by the narrator, which we were compelled to hold over for want of space:— Captain Porter said he knew Major Ropata ever since the first day he had been under his command. He knew him in the first meeting of a few examples of Major Ropata's bravery in action, by citing a few incidents. At the commencement of the fight at Waiapu, he knew Major Ropata send 100 rebels, when he had but a few men, and only seven muskets. He never carried a weapon, only at times, when he would carry either a sword or walking-stick. At Pukaki, when the fight commenced with the rifles ready, one of the enemy came to the edge of the scrub, and Major Ropata's men, Ropata went after him, and deliberately dashed his brains out, whilst both parties looking on. Ropata was one of his earliest exploits. Rumours came down to Tuakotora, where some 400 to 500 rebels were cornered, and among them were some twenty-five or thirty strong. He had 200 followers, and so eventually overturned the pah. Those who had been defeated by him had deliberately shot, by which, during the time, he had been killed by a revolver. After this he followed down in the river, in the scrub. Ropata's men's brains out. Ropata was a man who would run the most terrible risks. He once took a prisoner, and afterwards his tribe had his men believing and telling him for the cutting of the native. He might have been very well in the same way by Colonel Lambert and other European officers. At Ngatapa, he came with a small body of men, overturned the pah, and defeated the rebels. The men deserted him, but he charged the last trench with only 20 followers, carried it, and held it all night. For that he received the New Zealand Cross, and a pension of £75 a year. After this he joined the forces under Col. Whitmore, who, it is known, has the credit of the entire defeat of the rebels, but it is a fact that Colonel Whitmore could not have defeated them without Ropata's valuable assistance. He (the speaker) remembered on occurrence, where the European force and Ropata's men were engaged against the rebels, where Ropata stood on a point of observation, and guided the movements of his men by waving to them. This proved how well disciplined they were, and what sort of a commander he had been. In all matters his information was of a gratifying nature, and he had himself received a river bed opened to a fire from the rebels. He had never been a man who had spared his person in any such engagement. He had never a man hurt, his force being always well directed, and well and cautiously led. His men always showed perfect confidence in their leader, and his orders were obeyed with alacrity. The Colony owed a debt of gratitude to this brave man. [949,55,1094,376]
table-row [794,754,938,761]
cable-assoc: [Reuter's Telegrams.] [377,797,425,803]
correspondents-body: We cannot insert any correspondence whatever unless authenticated by the writer's name and address (not for publication, but as a guarantee of bona fides); and forwarded under cover "to the Editor." Unless these conditions are complied with, we must distinctly decline to publish any communication whatever.—Ed. T. [329,48,473,89]
beauty-heading: THE QUEEN OF BEAUTY MINE. [515,178,597,184]
table-cell: £1600 [924,824,938,830]
index-heading: INDEX TO STANDING ADVERTISEMENTS. [204,247,288,266]
table-cell: 6.32 [132,83,142,89]
fatal-place: Westport, May 9. [589,637,628,643]
table-cell: Arai Bridge to Pakirikiri formation drains and repairs [794,803,914,809]
table-row [484,1010,628,1017]
table-cell: 800 [929,817,938,823]
major-ropata-heading: MAJOR ROPATA. [969,38,1074,52]
column-3 [324,36,479,1536]
peculiar-heading: PECULIAR OCCURRENCE. [522,514,590,520]
telegraphic-body: Sailed—Wairarapa, for the South. [25,179,101,185]
schedule-table [794,670,938,838]
table-cell: 500 [929,768,938,774]
table-row [19,76,163,83]
table-cell: Improving and repairing [794,754,849,760]
town-delivery-body: Mr. F. Parker has undertaken this delivery and will collect all Subscriptions for the same. Any orders given to him, or left at this office, will be promptly executed, and any mistakes as to delivery, or non-delivery by the runner-boys, rectified. [174,212,318,239]
wellington-place: Wellington, May 9. [585,99,628,105]
sydney-place: Sydney, May 9. [1060,612,1094,618]
table-cell: Repairs with gravel Waipaoa to Arai Bridge [794,789,892,795]
wanganui-body: The following weights have been declared for the Steeplechase:—Newton, to be run on the Queen's Birthday:—Clarence, 12st.; Chandler, 11st. 13lb.; Banbury, 11st. 2lb.; Mousel, 11st.; Grey Momus, 10st 12lb.; Mavourneen, 10st. 10lb.; Black Doctor, 10st. 7lb.; Sunday, 10st. 4lb.; Billy-go-by-Jon, 10st. 4lb.; Opato, 10st. 2lb.; Chaplain, 10st.; Soother, Diamantis, Chief, Parnell and Fair Play, 10st. each. [484,1073,628,1121]
betting-odds-table [484,1010,628,1052]
column-5 [634,36,789,1536]
